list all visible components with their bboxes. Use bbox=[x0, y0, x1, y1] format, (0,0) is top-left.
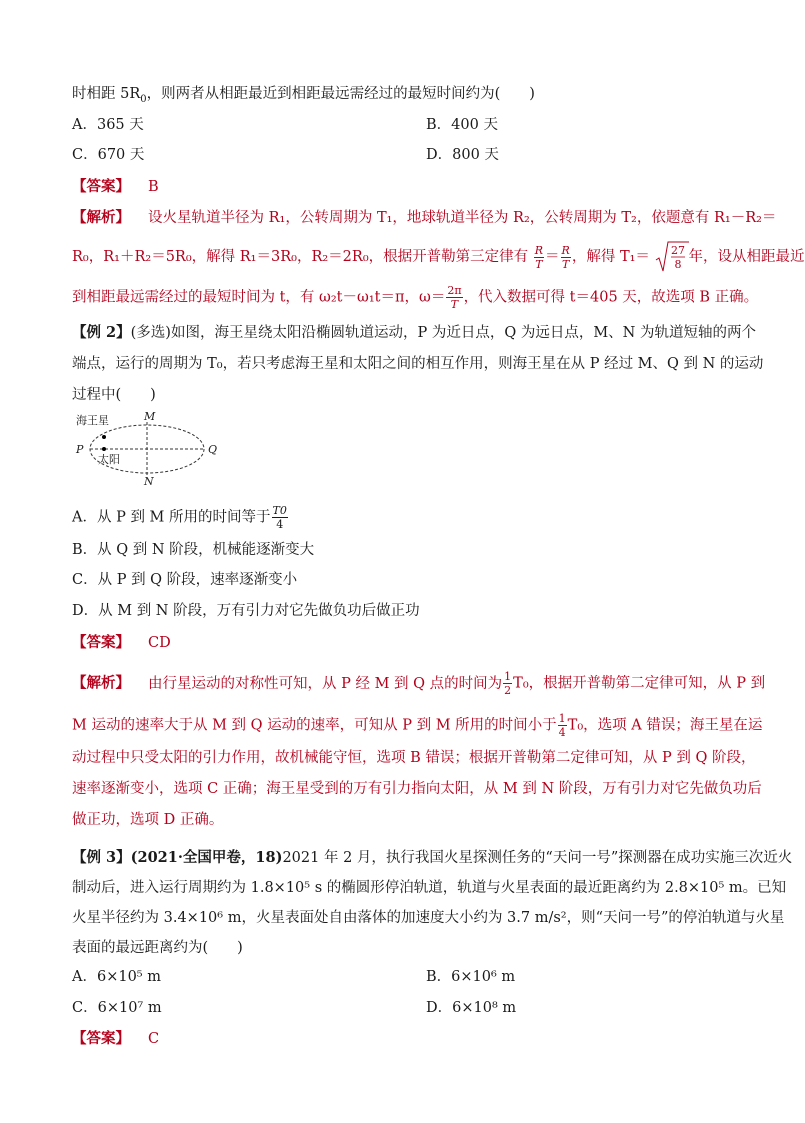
ex2-analysis-line-2: M 运动的速率大于从 M 到 Q 运动的速率，可知从 P 到 M 所用的时间小于 $\frac{1}{4}$ T₀，选项 A 错误；海王星在运 bbox=[72, 712, 763, 739]
svg-text:27: 27 bbox=[670, 244, 685, 257]
q1-analysis-line-1: 【解析】 设火星轨道半径为 R₁，公转周期为 T₁，地球轨道半径为 R₂，公转周期为 T₂，依题意有 R₁－R₂＝ bbox=[72, 209, 777, 226]
sun-dot bbox=[102, 447, 106, 451]
planet-dot bbox=[102, 435, 106, 439]
ex3-answer: 【答案】 C bbox=[72, 1030, 160, 1047]
q1-analysis-line-3: 到相距最远需经过的最短时间为 t，有 ω₂t－ω₁t＝π，ω＝ $\frac{2\pi}{T}$ ，代入数据可得 t＝405 天，故选项 B 正确。 bbox=[72, 284, 759, 311]
ex2-line-1: 【例 2】(多选)如图，海王星绕太阳沿椭圆轨道运动，P 为近日点，Q 为远日点，M、N 为轨道短轴的两个 bbox=[72, 324, 756, 341]
ex2-analysis-line-1: 【解析】 由行星运动的对称性可知，从 P 经 M 到 Q 点的时间为 $\frac{1}{2}$ T₀，根据开普勒第二定律可知，从 P 到 bbox=[72, 670, 766, 697]
ex3-options-row-2 bbox=[72, 998, 632, 1018]
fraction-t0-over-4: $\frac{T0}{4}$ bbox=[272, 504, 287, 531]
fraction-r-over-t-2: $\frac{R}{T}$ bbox=[561, 243, 570, 271]
label-n: N bbox=[144, 475, 154, 488]
ex3-option-a: A．6×10⁵ m bbox=[72, 969, 161, 985]
fraction-quarter: $\frac{1}{4}$ bbox=[558, 712, 566, 739]
ex3-option-d: D．6×10⁸ m bbox=[426, 1000, 517, 1016]
ex3-line-2: 制动后，进入运行周期约为 1.8×10⁵ s 的椭圆形停泊轨道，轨道与火星表面的最近距离约为 2.8×10⁵ m。已知 bbox=[72, 880, 787, 896]
label-m: M bbox=[144, 410, 156, 423]
fraction-r-over-t: $\frac{R}{T}$ bbox=[534, 243, 544, 271]
ex2-analysis-line-4: 速率逐渐变小，选项 C 正确；海王星受到的万有引力指向太阳，从 M 到 N 阶段，万有引力对它先做负功后 bbox=[72, 781, 762, 797]
ex2-analysis-line-3: 动过程中只受太阳的引力作用，故机械能守恒，选项 B 错误；根据开普勒第二定律可知，从 P 到 Q 阶段， bbox=[72, 750, 756, 766]
ex3-option-c: C．6×10⁷ m bbox=[72, 1000, 162, 1016]
ex2-option-b: B．从 Q 到 N 阶段，机械能逐渐变大 bbox=[72, 542, 315, 558]
ex2-option-a: A．从 P 到 M 所用的时间等于 $\frac{T0}{4}$ bbox=[72, 504, 287, 531]
q1-analysis-line-2: R₀，R₁＋R₂＝5R₀，解得 R₁＝3R₀，R₂＝2R₀，根据开普勒第三定律有 $\frac{R}{T}$ ＝ $\frac{R}{T}$ ，解得 T₁＝ 27 8 年，设从相距最近 bbox=[72, 240, 805, 274]
option-a: A．365 天 bbox=[72, 117, 144, 133]
ex3-option-b: B．6×10⁶ m bbox=[426, 969, 516, 985]
sun-label: 太阳 bbox=[98, 453, 120, 466]
ex3-line-4: 表面的最远距离约为( ) bbox=[72, 940, 243, 956]
ex2-line-2: 端点，运行的周期为 T₀，若只考虑海王星和太阳之间的相互作用，则海王星在从 P 经过 M、Q 到 N 的运动 bbox=[72, 356, 764, 372]
planet-label: 海王星 bbox=[76, 414, 109, 427]
ex2-line-3: 过程中( ) bbox=[72, 387, 156, 403]
ex2-answer: 【答案】 CD bbox=[72, 634, 171, 651]
option-d: D．800 天 bbox=[426, 147, 499, 163]
ex2-option-c: C．从 P 到 Q 阶段，速率逐渐变小 bbox=[72, 572, 298, 588]
ex2-option-d: D．从 M 到 N 阶段，万有引力对它先做负功后做正功 bbox=[72, 603, 420, 619]
label-q: Q bbox=[208, 443, 218, 456]
ex2-analysis-line-5: 做正功，选项 D 正确。 bbox=[72, 812, 224, 828]
fraction-2pi-over-t: $\frac{2\pi}{T}$ bbox=[447, 284, 462, 311]
q1-options-row-2 bbox=[72, 145, 632, 165]
ex3-line-1: 【例 3】(2021·全国甲卷，18)2021 年 2 月，执行我国火星探测任务的“天问一号”探测器在成功实施三次近火 bbox=[72, 849, 793, 866]
q1-options-row-1 bbox=[72, 115, 632, 135]
svg-text:8: 8 bbox=[674, 258, 682, 271]
option-c: C．670 天 bbox=[72, 147, 145, 163]
q1-answer: 【答案】 B bbox=[72, 178, 159, 195]
ex3-options-row-1 bbox=[72, 967, 632, 987]
ex3-line-3: 火星半径约为 3.4×10⁶ m，火星表面处自由落体的加速度大小约为 3.7 m/s²，则“天问一号”的停泊轨道与火星 bbox=[72, 910, 785, 926]
sqrt-27-over-8 bbox=[655, 240, 689, 274]
fraction-half: $\frac{1}{2}$ bbox=[504, 670, 512, 697]
question-1-tail: 时相距 $5R_0$，则两者从相距最近到相距最远需经过的最短时间约为( ) bbox=[72, 86, 535, 105]
option-b: B．400 天 bbox=[426, 117, 498, 133]
orbit-figure bbox=[72, 410, 218, 488]
label-p: P bbox=[76, 443, 84, 456]
